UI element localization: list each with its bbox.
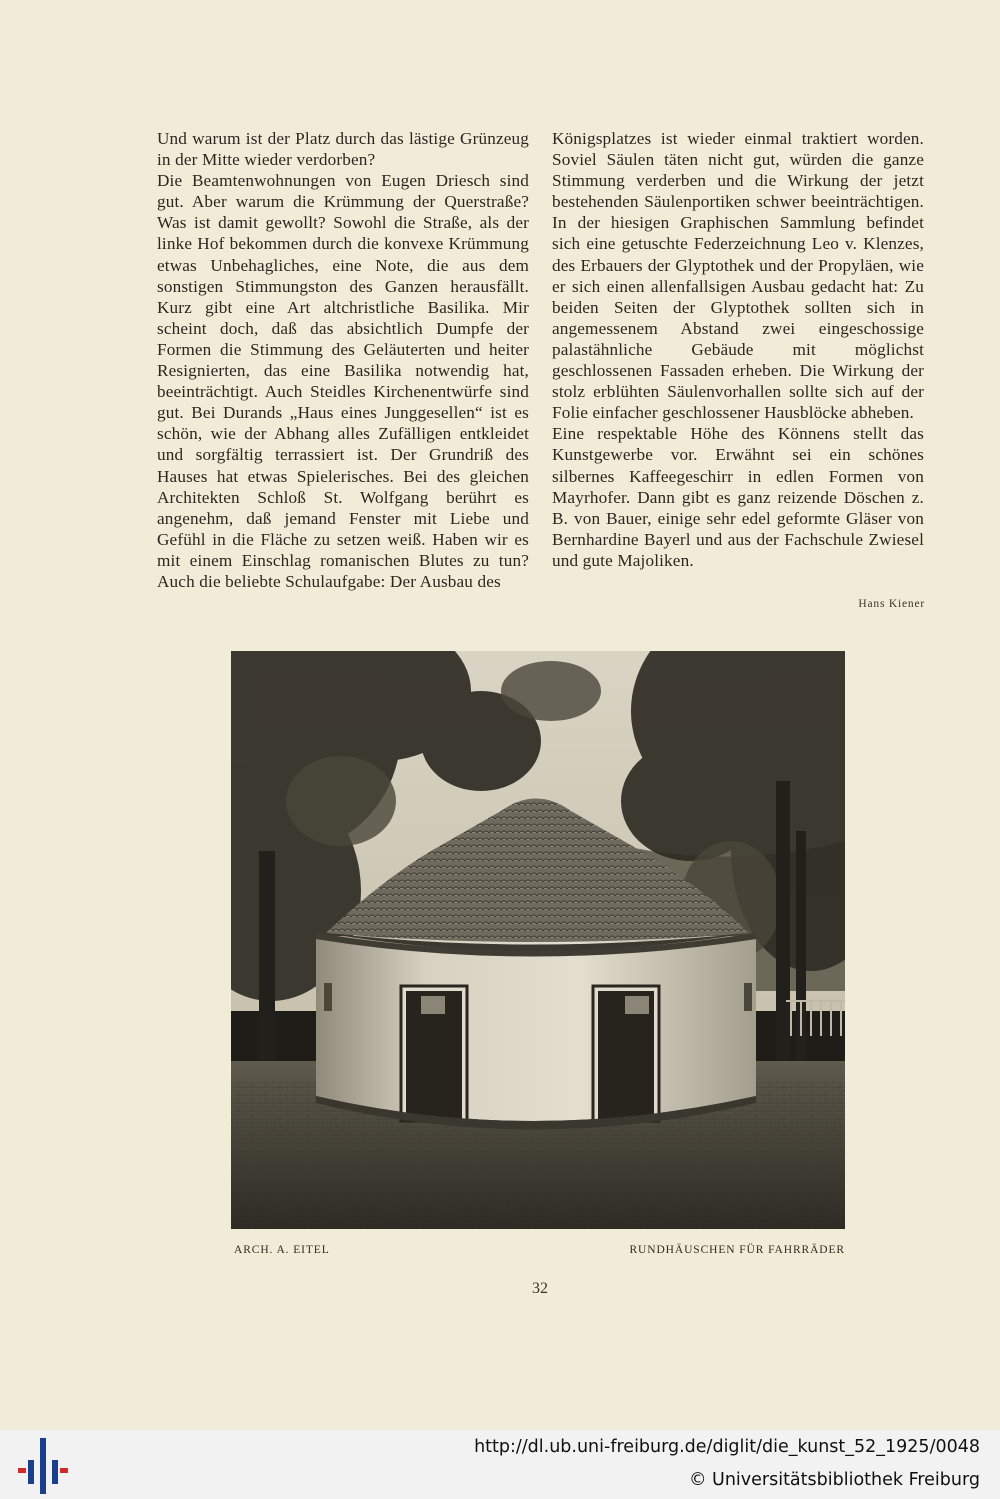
round-house-wall xyxy=(316,936,756,1121)
library-footer-bar xyxy=(0,1430,1000,1499)
permalink-url[interactable]: http://dl.ub.uni-freiburg.de/diglit/die_kunst_52_1925/0048 xyxy=(474,1437,980,1457)
article-right-column xyxy=(552,128,924,571)
left-door xyxy=(401,986,467,1121)
photograph-round-bicycle-house xyxy=(231,651,845,1229)
photo-credit-caption: ARCH. A. EITEL xyxy=(234,1244,330,1256)
copyright-notice: © Universitätsbibliothek Freiburg xyxy=(688,1470,980,1490)
paragraph: Königsplatzes ist wieder einmal traktiert worden. Soviel Säulen täten nicht gut, würden die ganze Stimmung verderben und die Wirkung der jetzt bestehenden Säulenportiken schwer beeinträchtigen. In der hiesigen Graphischen Sammlung befindet sich eine getuschte Federzeichnung Leo v. Klenzes, des Erbauers der Glyptothek und der Propyläen, wie er sich einen allenfallsigen Ausbau gedacht hat: Zu beiden Seiten der Glyptothek sollten sich in angemessenem Abstand zwei eingeschossige palastähnliche Gebäude mit möglichst geschlossenen Fassaden erheben. Die Wirkung der stolz erblühten Säulenvorhallen sollte sich auf der Folie einfacher geschlossener Hausblöcke abheben. xyxy=(552,129,924,423)
ub-freiburg-logo-icon[interactable] xyxy=(18,1438,68,1494)
author-signature: Hans Kiener xyxy=(858,598,925,610)
photo-title-caption: RUNDHÄUSCHEN FÜR FAHRRÄDER xyxy=(629,1244,845,1256)
paragraph: Die Beamtenwohnungen von Eugen Driesch sind gut. Aber warum die Krümmung der Querstraße? Was ist damit gewollt? Sowohl die Straße, als der linke Hof bekommen durch die konvexe Krümmung etwas Unbehagliches, eine Note, die aus dem sonstigen Stimmungston des Ganzen herausfällt. Kurz gibt eine Art altchristliche Basilika. Mir scheint doch, daß das absichtlich Dumpfe der Formen die Stimmung des Geläuterten und heiter Resignierten, das eine Basilika notwendig hat, beeinträchtigt. Auch Steidles Kirchenentwürfe sind gut. Bei Durands „Haus eines Junggesellen“ ist es schön, wie der Abhang alles Zufälligen entkleidet und sorgfältig terrassiert ist. Der Grundriß des Hauses hat etwas Spielerisches. Bei des gleichen Architekten Schloß St. Wolfgang berührt es angenehm, daß jemand Fenster mit Liebe und Gefühl in die Fläche zu setzen weiß. Haben wir es mit einem Einschlag romanischen Blutes zu tun? Auch die beliebte Schulaufgabe: Der Ausbau des xyxy=(157,171,529,591)
page-number: 32 xyxy=(532,1280,548,1297)
paragraph: Eine respektable Höhe des Könnens stellt das Kunstgewerbe vor. Erwähnt sei ein schönes silbernes Kaffeegeschirr in edlen Formen von Mayrhofer. Dann gibt es ganz reizende Döschen z. B. von Bauer, einige sehr edel geformte Gläser von Bernhardine Bayerl und aus der Fachschule Zwiesel und gute Majoliken. xyxy=(552,424,924,570)
paragraph: Und warum ist der Platz durch das lästige Grünzeug in der Mitte wieder verdorben? xyxy=(157,129,529,170)
article-left-column xyxy=(157,128,529,592)
right-door xyxy=(593,986,659,1121)
